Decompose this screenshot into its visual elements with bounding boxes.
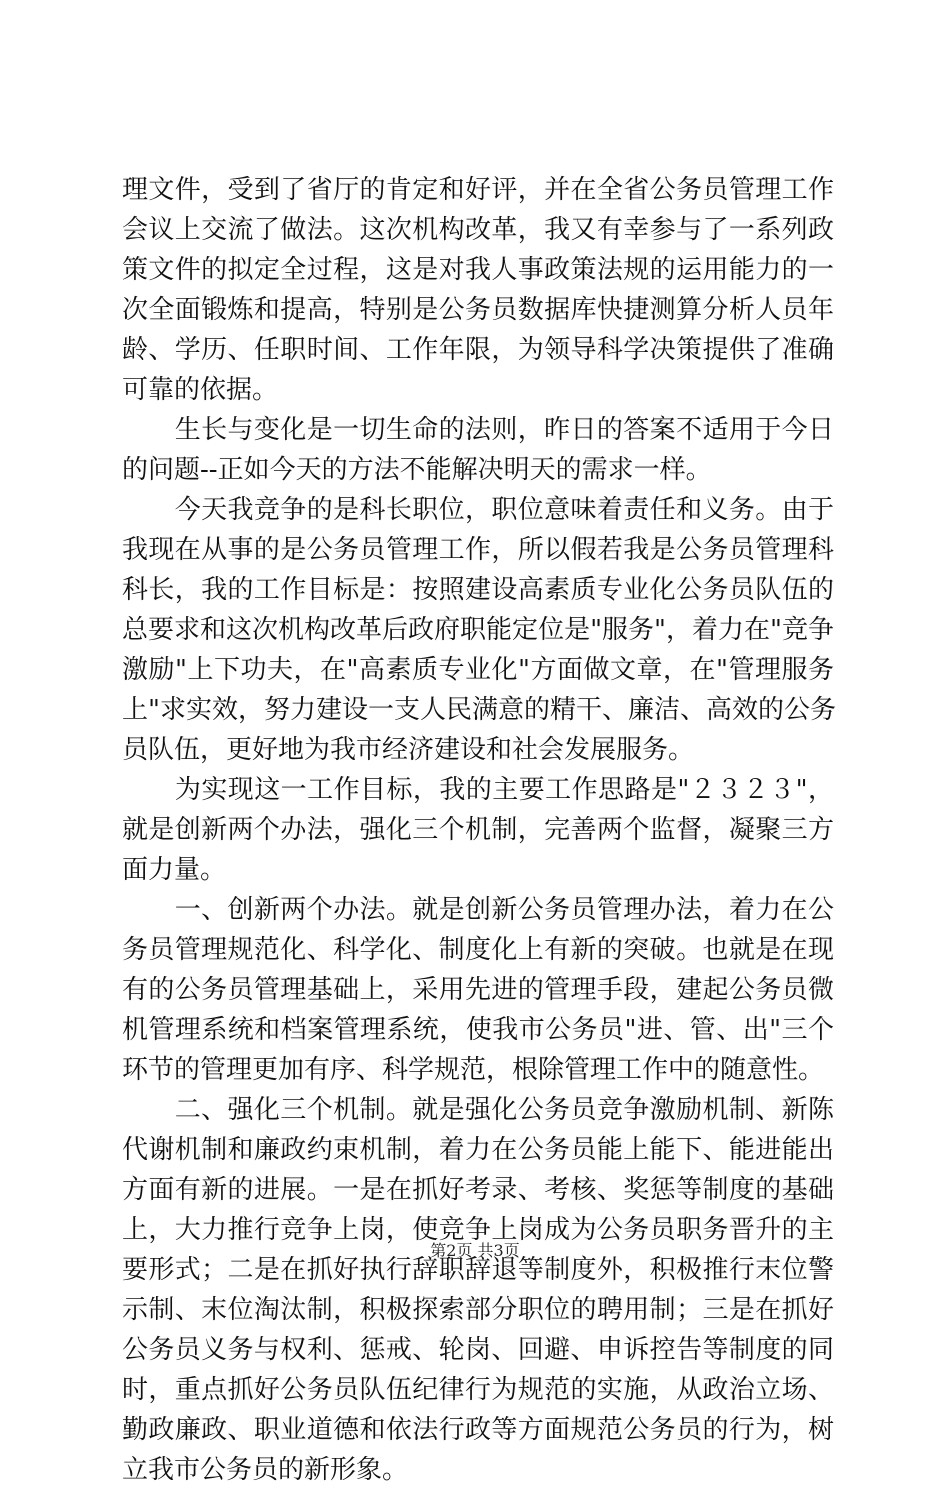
text-line: 的问题--正如今天的方法不能解决明天的需求一样。 [122, 455, 712, 485]
text-line: 要形式；二是在抓好执行辞职辞退等制度外，积极推行末位警 [122, 1255, 834, 1285]
text-line: 公务员义务与权利、惩戒、轮岗、回避、申诉控告等制度的同 [122, 1335, 834, 1365]
text-line: 会议上交流了做法。这次机构改革，我又有幸参与了一系列政 [122, 215, 834, 245]
text-line: 龄、学历、任职时间、工作年限，为领导科学决策提供了准确 [122, 335, 834, 365]
text-line: 就是创新两个办法，强化三个机制，完善两个监督，凝聚三方 [122, 815, 834, 845]
text-line: 激励"上下功夫，在"高素质专业化"方面做文章，在"管理服务 [122, 655, 834, 685]
text-line: 方面有新的进展。一是在抓好考录、考核、奖惩等制度的基础 [122, 1175, 834, 1205]
text-line: 立我市公务员的新形象。 [122, 1455, 409, 1485]
text-line: 时，重点抓好公务员队伍纪律行为规范的实施，从政治立场、 [122, 1375, 834, 1405]
text-line: 员队伍，更好地为我市经济建设和社会发展服务。 [122, 735, 695, 765]
text-line: 次全面锻炼和提高，特别是公务员数据库快捷测算分析人员年 [122, 295, 834, 325]
text-line: 科长，我的工作目标是：按照建设高素质专业化公务员队伍的 [122, 575, 834, 605]
text-line: 面力量。 [122, 855, 227, 885]
text-line: 上"求实效，努力建设一支人民满意的精干、廉洁、高效的公务 [122, 695, 836, 725]
text-line: 机管理系统和档案管理系统，使我市公务员"进、管、出"三个 [122, 1015, 834, 1045]
text-line: 一、创新两个办法。就是创新公务员管理办法，着力在公 [122, 895, 834, 925]
text-line: 务员管理规范化、科学化、制度化上有新的突破。也就是在现 [122, 935, 834, 965]
text-line: 总要求和这次机构改革后政府职能定位是"服务"，着力在"竞争 [122, 615, 834, 645]
text-line: 生长与变化是一切生命的法则，昨日的答案不适用于今日 [122, 415, 834, 445]
text-line: 策文件的拟定全过程，这是对我人事政策法规的运用能力的一 [122, 255, 834, 285]
body-text [122, 170, 834, 1490]
text-line: 勤政廉政、职业道德和依法行政等方面规范公务员的行为，树 [122, 1415, 834, 1445]
text-line: 上，大力推行竞争上岗，使竞争上岗成为公务员职务晋升的主 [122, 1215, 834, 1245]
text-line: 理文件，受到了省厅的肯定和好评，并在全省公务员管理工作 [122, 175, 834, 205]
text-line: 环节的管理更加有序、科学规范，根除管理工作中的随意性。 [122, 1055, 825, 1085]
text-line: 二、强化三个机制。就是强化公务员竞争激励机制、新陈 [122, 1095, 834, 1125]
text-line: 可靠的依据。 [122, 375, 279, 405]
text-line: 代谢机制和廉政约束机制，着力在公务员能上能下、能进能出 [122, 1135, 834, 1165]
page-number-footer: 第2页 共3页 [430, 1241, 520, 1260]
text-line: 为实现这一工作目标，我的主要工作思路是"２３２３"， [122, 775, 834, 805]
text-line: 有的公务员管理基础上，采用先进的管理手段，建起公务员微 [122, 975, 834, 1005]
text-line: 示制、末位淘汰制，积极探索部分职位的聘用制；三是在抓好 [122, 1295, 834, 1325]
text-line: 我现在从事的是公务员管理工作，所以假若我是公务员管理科 [122, 535, 834, 565]
text-line: 今天我竞争的是科长职位，职位意味着责任和义务。由于 [122, 495, 834, 525]
